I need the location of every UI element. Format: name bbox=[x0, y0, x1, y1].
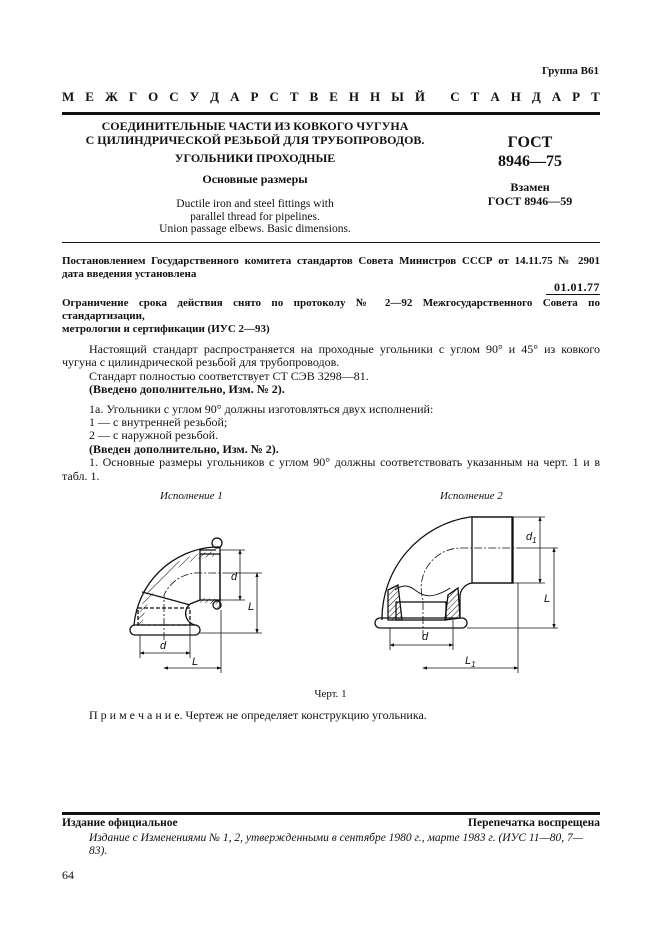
paragraph: 1а. Угольники с углом 90° должны изготовляться двух исполнений: bbox=[89, 401, 434, 416]
body-text bbox=[62, 343, 600, 483]
paragraph: Настоящий стандарт распространяется на проходные угольники с углом 90° и 45° из ковкого чугуна с цилиндрической резьбой для трубопроводов. bbox=[62, 342, 600, 370]
decree-line: дата введения установлена bbox=[62, 268, 197, 280]
variant1-drawing bbox=[130, 538, 262, 673]
heading-letter: Н bbox=[369, 89, 381, 104]
heading-letter: Д bbox=[531, 89, 541, 104]
heading-letter bbox=[436, 89, 439, 104]
gost-label: ГОСТ bbox=[507, 134, 553, 151]
heading-letter: Р bbox=[572, 89, 581, 104]
limit-line: метрологии и сертификации (ИУС 2—93) bbox=[62, 323, 270, 335]
replaces-label: Взамен bbox=[510, 180, 550, 194]
elbow-drawing bbox=[120, 505, 560, 685]
heading-letter: С bbox=[269, 89, 279, 104]
dim-L-label: L bbox=[192, 656, 199, 668]
footer-row bbox=[62, 817, 600, 831]
figure-note: П р и м е ч а н и е. Чертеж не определяет конструкцию угольника. bbox=[89, 708, 427, 722]
reprint-prohibited: Перепечатка воспрещена bbox=[468, 817, 600, 829]
subtitle-sizes: Основные размеры bbox=[202, 171, 308, 186]
heading-letter: Ы bbox=[391, 89, 404, 104]
paragraph: 1. Основные размеры угольников с углом 90° должны соответствовать указанным на черт. 1 и в табл. 1. bbox=[62, 455, 600, 483]
dim-d-label: d bbox=[422, 631, 429, 643]
decree-line: Постановлением Государственного комитета стандартов Совета Министров СССР от 14.11.75 № 2901 bbox=[62, 255, 600, 267]
divider bbox=[62, 812, 600, 815]
heading-letter: Т bbox=[470, 89, 480, 104]
edition-note: Издание с Изменениями № 1, 2, утвержденными в сентябре 1980 г., марте 1983 г. (ИУС 11—80, 7—83). bbox=[89, 831, 583, 857]
heading-letter: М bbox=[62, 89, 75, 104]
gost-number: 8946—75 bbox=[498, 153, 562, 170]
heading-letter: Г bbox=[128, 89, 138, 104]
heading-letter: В bbox=[309, 89, 319, 104]
title-line: СОЕДИНИТЕЛЬНЫЕ ЧАСТИ ИЗ КОВКОГО ЧУГУНА bbox=[101, 119, 409, 133]
heading-letter: Д bbox=[210, 89, 220, 104]
paragraph: 2 — с наружной резьбой. bbox=[89, 428, 219, 443]
divider bbox=[62, 242, 600, 243]
heading-letter: Н bbox=[348, 89, 359, 104]
introduction-date: 01.01.77 bbox=[546, 281, 600, 295]
amendment-note: (Введен дополнительно, Изм. № 2). bbox=[89, 441, 279, 456]
limit-line: Ограничение срока действия снято по протоколу № 2—92 Межгосударственного Совета по стандартизации, bbox=[62, 297, 600, 322]
standard-type-heading bbox=[62, 89, 600, 104]
subtitle: УГОЛЬНИКИ ПРОХОДНЫЕ bbox=[174, 151, 336, 165]
variant2-label: Исполнение 2 bbox=[440, 490, 503, 502]
gost-block bbox=[470, 133, 590, 208]
heading-letter: А bbox=[551, 89, 562, 104]
document-title bbox=[85, 120, 425, 236]
heading-letter: Т bbox=[591, 89, 600, 104]
heading-letter: С bbox=[169, 89, 179, 104]
official-edition: Издание официальное bbox=[62, 817, 178, 829]
introduction-date-row bbox=[62, 281, 600, 295]
footer bbox=[62, 817, 600, 882]
dim-d1-label: $d_1$ bbox=[526, 531, 537, 545]
dim-L1-label: $L_1$ bbox=[465, 655, 476, 669]
figure-caption: Черт. 1 bbox=[314, 688, 347, 700]
heading-letter: Т bbox=[289, 89, 299, 104]
english-title bbox=[85, 198, 425, 236]
heading-letter: Ж bbox=[104, 89, 118, 104]
variant1-label: Исполнение 1 bbox=[160, 490, 223, 502]
heading-letter: О bbox=[148, 89, 159, 104]
heading-letter: Й bbox=[414, 89, 425, 104]
heading-letter: Е bbox=[329, 89, 338, 104]
paragraph: Стандарт полностью соответствует СТ СЭВ 3298—81. bbox=[89, 368, 369, 383]
heading-letter: А bbox=[230, 89, 240, 104]
paragraph: 1 — с внутренней резьбой; bbox=[89, 415, 228, 430]
heading-letter: У bbox=[189, 89, 200, 104]
heading-letter: С bbox=[450, 89, 460, 104]
heading-letter: Н bbox=[510, 89, 521, 104]
page-number: 64 bbox=[62, 867, 74, 882]
title-line: С ЦИЛИНДРИЧЕСКОЙ РЕЗЬБОЙ ДЛЯ ТРУБОПРОВОДОВ. bbox=[85, 132, 425, 147]
heading-letter: Е bbox=[85, 89, 94, 104]
divider bbox=[62, 112, 600, 115]
heading-letter: Р bbox=[250, 89, 259, 104]
dim-d-label: d bbox=[231, 571, 238, 583]
heading-letter: А bbox=[490, 89, 500, 104]
variant2-drawing bbox=[375, 517, 558, 673]
decree-block bbox=[62, 255, 600, 336]
dim-L-label: L bbox=[544, 593, 551, 605]
amendment-note: (Введено дополнительно, Изм. № 2). bbox=[89, 382, 285, 397]
dim-d-label: d bbox=[160, 640, 167, 652]
english-line: Union passage elbews. Basic dimensions. bbox=[159, 223, 351, 235]
english-line: parallel thread for pipelines. bbox=[190, 210, 320, 223]
dim-L-label: L bbox=[248, 601, 255, 613]
english-line: Ductile iron and steel fittings with bbox=[176, 198, 334, 210]
replaces-standard: ГОСТ 8946—59 bbox=[487, 194, 573, 208]
group-code: Группа В61 bbox=[541, 65, 599, 77]
